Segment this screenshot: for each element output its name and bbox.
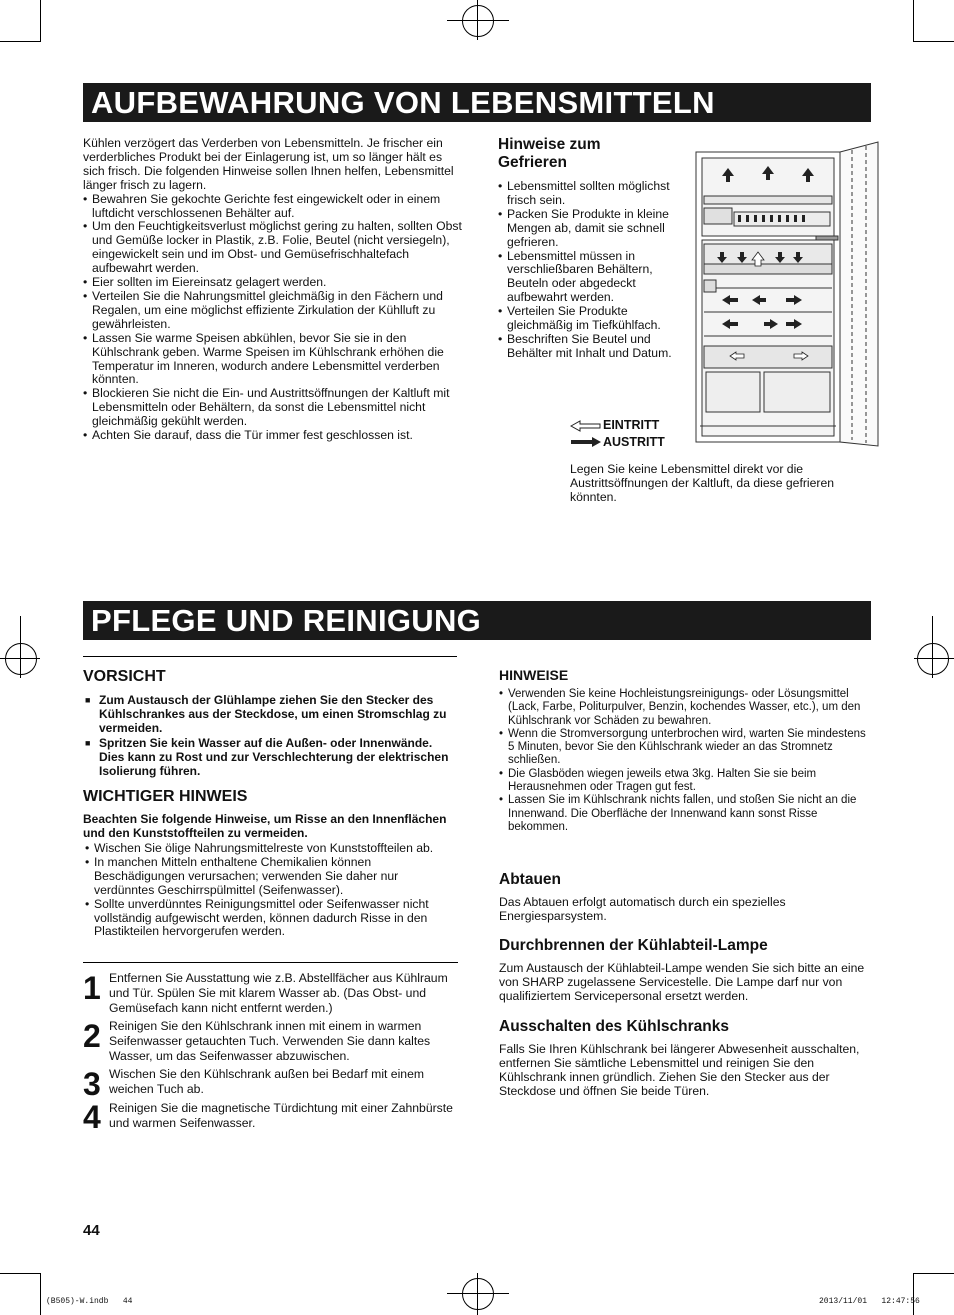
caution-heading: VORSICHT (83, 668, 166, 685)
step-number: 3 (83, 1066, 101, 1102)
lamp-text: Zum Austausch der Kühlabteil-Lampe wenden Sie sich bitte an eine von SHARP zugelassene Servicestelle. Die Lampe darf nur von qualifiziertem Servicepersonal ersetzt werden. (499, 961, 865, 1003)
crop-mark (913, 41, 954, 42)
divider (83, 656, 457, 657)
storage-text-column (83, 137, 463, 443)
crop-mark (913, 1273, 914, 1315)
crop-mark (913, 1273, 954, 1274)
defrost-text: Das Abtauen erfolgt automatisch durch ein spezielles Energiesparsystem. (499, 895, 786, 923)
freezing-heading: Hinweise zum Gefrieren (498, 136, 601, 171)
list-item: • Verteilen Sie die Nahrungsmittel gleichmäßig in den Fächern und Regalen, um eine möglichst effiziente Zirkulation der Kühlluft zu gewährleisten. (83, 290, 463, 332)
list-item: ■ Zum Austausch der Glühlampe ziehen Sie den Stecker des Kühlschrankes aus der Steckdose, um einen Stromschlag zu vermeiden. (85, 694, 460, 736)
fridge-airflow-illustration (692, 140, 882, 450)
step-text: Wischen Sie den Kühlschrank außen bei Bedarf mit einem weichen Tuch ab. (109, 1067, 425, 1096)
divider (83, 962, 458, 963)
page-number: 44 (83, 1222, 100, 1239)
list-item: • Verwenden Sie keine Hochleistungsreinigungs- oder Lösungsmittel (Lack, Farbe, Politurpulver, Benzin, kochendes Wasser, etc.), um den Kühlschrank vor Schäden zu bewahren. (499, 688, 869, 728)
list-item: • Wischen Sie ölige Nahrungsmittelreste von Kunststoffteilen ab. (85, 842, 460, 856)
crop-mark (913, 0, 914, 42)
legend-inlet-label: EINTRITT (603, 418, 660, 432)
important-heading: WICHTIGER HINWEIS (83, 788, 248, 805)
storage-intro: Kühlen verzögert das Verderben von Lebensmitteln. Je frischer ein verderbliches Produkt bei der Einlagerung ist, um so länger hält es sich frisch. Die folgenden Hinweise sollen Ihnen helfen, Lebensmittel länger frisch zu lagern. (83, 136, 454, 192)
list-item: • Verteilen Sie Produkte gleichmäßig im Tiefkühlfach. (498, 305, 688, 333)
list-item: • Lassen Sie im Kühlschrank nichts fallen, und stoßen Sie nicht an die Innenwand. Die Oberfläche der Innenwand kann sonst Risse bekommen. (499, 794, 869, 834)
list-item: • Packen Sie Produkte in kleine Mengen ab, damit sie schnell gefrieren. (498, 208, 688, 250)
list-item: • Die Glasböden wiegen jeweils etwa 3kg. Halten Sie sie beim Herausnehmen oder Tragen gut fest. (499, 768, 869, 795)
freezing-bullet-list (498, 180, 688, 361)
list-item: • Wenn die Stromversorgung unterbrochen wird, warten Sie mindestens 5 Minuten, bevor Sie den Kühlschrank wieder an das Stromnetz schließen. (499, 728, 869, 768)
important-lead: Beachten Sie folgende Hinweise, um Risse an den Innenflächen und den Kunststoffteilen zu vermeiden. (83, 812, 447, 840)
list-item: • Eier sollten im Eiereinsatz gelagert werden. (83, 276, 463, 290)
step-number: 1 (83, 970, 101, 1006)
legend-outlet-label: AUSTRITT (603, 435, 665, 449)
list-item: • Sollte unverdünntes Reinigungsmittel oder Seifenwasser nicht vollständig aufgewischt werden, können dadurch Risse in den Plastikteilen hervorgerufen werden. (85, 898, 460, 940)
list-item: • Lassen Sie warme Speisen abkühlen, bevor Sie sie in den Kühlschrank geben. Warme Speisen im Kühlschrank erhöhen die Temperatur im Inneren, wodurch andere Lebensmittel verderben könnten. (83, 332, 463, 388)
list-item: • Blockieren Sie nicht die Ein- und Austrittsöffnungen der Kaltluft mit Lebensmitteln oder Behältern, da sonst die Lebensmittel nicht gleichmäßig gekühlt werden. (83, 387, 463, 429)
list-item: • Achten Sie darauf, dass die Tür immer fest geschlossen ist. (83, 429, 463, 443)
crop-mark (40, 0, 41, 42)
notes-heading: HINWEISE (499, 667, 569, 683)
section-title-banner: PFLEGE UND REINIGUNG (83, 601, 871, 640)
switch-off-heading: Ausschalten des Kühlschranks (499, 1018, 729, 1035)
list-item: • Lebensmittel müssen in verschließbaren Behältern, Beuteln oder abgedeckt aufbewahrt werden. (498, 250, 688, 306)
freezing-tips (498, 136, 688, 361)
illustration-caption: Legen Sie keine Lebensmittel direkt vor die Austrittsöffnungen der Kaltluft, da diese gefrieren könnten. (570, 462, 835, 504)
crop-mark (0, 41, 41, 42)
list-item: • Lebensmittel sollten möglichst frisch sein. (498, 180, 688, 208)
print-slug-timestamp: 2013/11/01 12:47:56 (819, 1297, 920, 1306)
lamp-heading: Durchbrennen der Kühlabteil-Lampe (499, 937, 768, 954)
print-slug-file: (B505)-W.indb 44 (46, 1297, 133, 1306)
switch-off-text: Falls Sie Ihren Kühlschrank bei längerer Abwesenheit ausschalten, entfernen Sie sämtliche Lebensmittel und reinigen Sie den Kühlschrank innen gründlich. Ziehen Sie den Stecker aus der Steckdose und öffnen Sie beide Türen. (499, 1042, 860, 1098)
list-item: ■ Spritzen Sie kein Wasser auf die Außen- oder Innenwände. Dies kann zu Rost und zur Verschlechterung der elektrischen Isolierung führen. (85, 737, 460, 779)
storage-bullet-list (83, 193, 463, 443)
step-number: 2 (83, 1018, 101, 1054)
defrost-heading: Abtauen (499, 871, 561, 888)
list-item: • Bewahren Sie gekochte Gerichte fest eingewickelt oder in einem luftdicht verschlossenen Behälter auf. (83, 193, 463, 221)
crop-mark (0, 1273, 41, 1274)
step-text: Reinigen Sie den Kühlschrank innen mit einem in warmen Seifenwasser getauchten Tuch. Verwenden Sie dann kaltes Wasser, um das Seifenwasser abzuwischen. (109, 1019, 431, 1063)
notes-bullet-list (499, 688, 869, 834)
crop-mark (40, 1273, 41, 1315)
section-title-banner: AUFBEWAHRUNG VON LEBENSMITTELN (83, 83, 871, 122)
list-item: • Beschriften Sie Beutel und Behälter mit Inhalt und Datum. (498, 333, 688, 361)
list-item: • In manchen Mitteln enthaltene Chemikalien können Beschädigungen verursachen; verwenden Sie daher nur verdünntes Geschirrspülmittel (Seifenwasser). (85, 856, 460, 898)
list-item: • Um den Feuchtigkeitsverlust möglichst gering zu halten, sollten Obst und Gemüße locker in Plastik, z.B. Folie, Beutel (nicht versiegeln), eingewickelt sein und im Obst- und Gemüsefrischhaltefach aufbewahrt werden. (83, 220, 463, 276)
step-text: Entfernen Sie Ausstattung wie z.B. Abstellfächer aus Kühlraum und Tür. Spülen Sie mit klarem Wasser ab. (Das Obst- und Gemüsefach kann nicht entfernt werden.) (109, 971, 448, 1015)
caution-list (85, 694, 460, 779)
important-bullet-list (85, 842, 460, 939)
airflow-legend-arrows (570, 419, 602, 449)
step-text: Reinigen Sie die magnetische Türdichtung mit einer Zahnbürste und warmen Seifenwasser. (109, 1101, 453, 1130)
airflow-legend (603, 417, 665, 451)
step-number: 4 (83, 1099, 101, 1135)
